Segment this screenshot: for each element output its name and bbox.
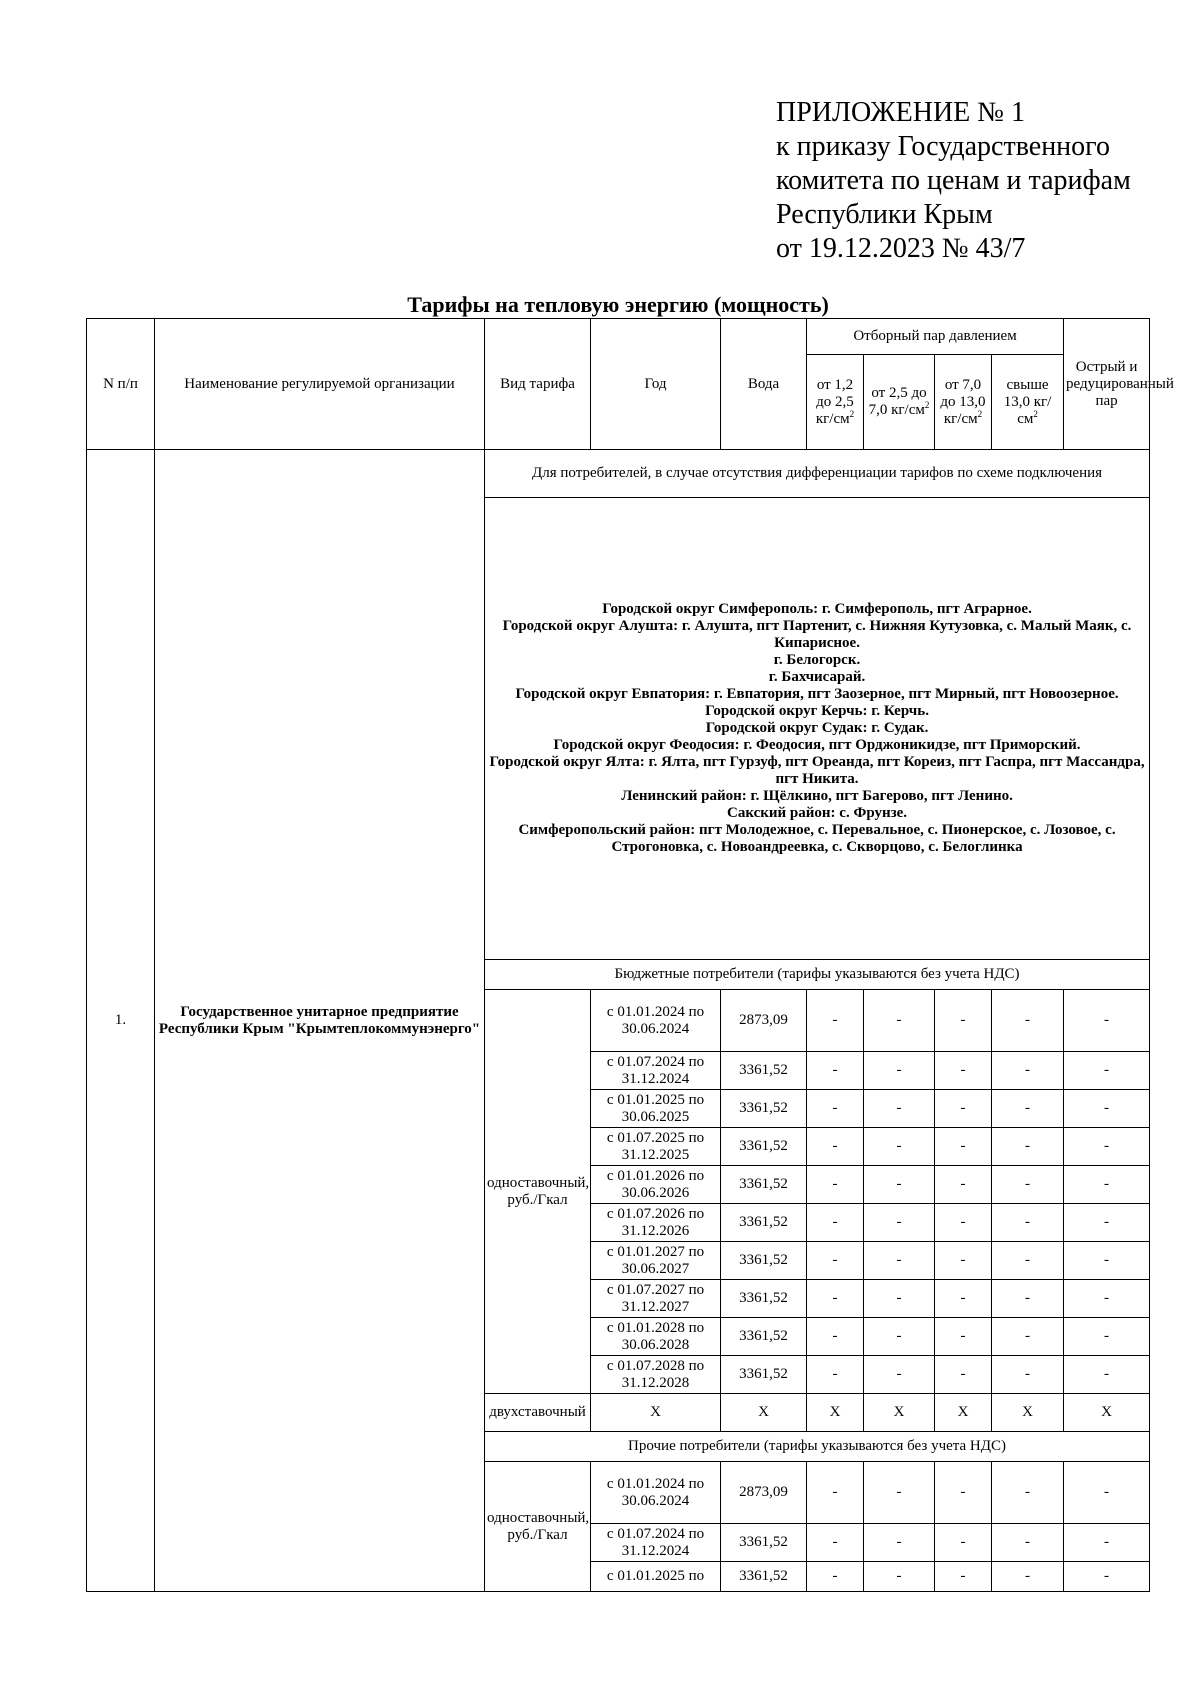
- dash-cell: -: [807, 1204, 864, 1242]
- appendix-block: [776, 96, 1131, 266]
- area-line: г. Белогорск.: [773, 652, 861, 668]
- dash-cell: -: [807, 1166, 864, 1204]
- header-steam-3: от 7,0 до 13,0 $кг/см^2$: [935, 355, 992, 450]
- x-cell: X: [807, 1394, 864, 1432]
- dash-cell: -: [807, 1356, 864, 1394]
- service-areas: [485, 498, 1150, 960]
- dash-cell: -: [992, 1204, 1064, 1242]
- dash-cell: -: [807, 1242, 864, 1280]
- header-steam-group: Отборный пар давлением: [807, 319, 1064, 355]
- dash-cell: -: [807, 1280, 864, 1318]
- area-line: Городской округ Симферополь: г. Симферополь, пгт Аграрное.: [602, 601, 1032, 617]
- area-line: г. Бахчисарай.: [768, 669, 866, 685]
- dash-cell: -: [864, 1090, 935, 1128]
- dash-cell: -: [1064, 990, 1150, 1052]
- appendix-line: от 19.12.2023 № 43/7: [776, 233, 1026, 264]
- area-line: Городской округ Феодосия: г. Феодосия, пгт Орджоникидзе, пгт Приморский.: [553, 737, 1081, 753]
- appendix-line: комитета по ценам и тарифам: [776, 165, 1131, 196]
- dash-cell: -: [992, 1318, 1064, 1356]
- period-cell: с 01.01.2025 по 30.06.2025: [591, 1090, 721, 1128]
- dash-cell: -: [864, 1128, 935, 1166]
- dash-cell: -: [807, 990, 864, 1052]
- budget-one-rate: одноставочный, руб./Гкал: [485, 990, 591, 1394]
- dash-cell: -: [992, 1242, 1064, 1280]
- water-value: 2873,09: [721, 990, 807, 1052]
- dash-cell: -: [864, 990, 935, 1052]
- dash-cell: -: [935, 1128, 992, 1166]
- dash-cell: -: [864, 1462, 935, 1524]
- organization-name: Государственное унитарное предприятие Республики Крым "Крымтеплокоммунэнерго": [155, 450, 485, 1592]
- dash-cell: -: [1064, 1166, 1150, 1204]
- appendix-line: к приказу Государственного: [776, 131, 1110, 162]
- dash-cell: -: [992, 1128, 1064, 1166]
- water-value: 3361,52: [721, 1166, 807, 1204]
- water-value: 3361,52: [721, 1318, 807, 1356]
- header-steam-4: свыше 13,0 $кг/см^2$: [992, 355, 1064, 450]
- area-line: Городской округ Ялта: г. Ялта, пгт Гурзуф, пгт Ореанда, пгт Кореиз, пгт Гаспра, пгт Массандра, пгт Никита.: [489, 754, 1145, 787]
- dash-cell: -: [864, 1166, 935, 1204]
- dash-cell: -: [1064, 1090, 1150, 1128]
- area-line: Симферопольский район: пгт Молодежное, с. Перевальное, с. Пионерское, с. Лозовое, с. Строгоновка, с. Новоандреевка, с. Скворцово, с. Белоглинка: [518, 822, 1116, 855]
- dash-cell: -: [1064, 1318, 1150, 1356]
- dash-cell: -: [1064, 1204, 1150, 1242]
- dash-cell: -: [807, 1090, 864, 1128]
- tariff-table: [86, 318, 1174, 1592]
- header-steam-2: от 2,5 до 7,0 $кг/см^2$: [864, 355, 935, 450]
- header-org: Наименование регулируемой организации: [155, 319, 485, 450]
- header-year: Год: [591, 319, 721, 450]
- dash-cell: -: [1064, 1280, 1150, 1318]
- x-cell: X: [935, 1394, 992, 1432]
- water-value: 3361,52: [721, 1242, 807, 1280]
- water-value: 3361,52: [721, 1128, 807, 1166]
- dash-cell: -: [1064, 1242, 1150, 1280]
- header-sharp-steam: Острый и редуцированный пар: [1064, 319, 1150, 450]
- period-cell: с 01.07.2027 по 31.12.2027: [591, 1280, 721, 1318]
- x-cell: X: [721, 1394, 807, 1432]
- dash-cell: -: [992, 1462, 1064, 1524]
- dash-cell: -: [864, 1562, 935, 1592]
- period-cell: с 01.07.2026 по 31.12.2026: [591, 1204, 721, 1242]
- other-one-rate: одноставочный, руб./Гкал: [485, 1462, 591, 1592]
- dash-cell: -: [1064, 1562, 1150, 1592]
- header-steam-1: от 1,2 до 2,5 $кг/см^2$: [807, 355, 864, 450]
- dash-cell: -: [864, 1204, 935, 1242]
- dash-cell: -: [864, 1280, 935, 1318]
- dash-cell: -: [1064, 1462, 1150, 1524]
- dash-cell: -: [992, 1280, 1064, 1318]
- dash-cell: -: [992, 990, 1064, 1052]
- header-tariff-type: Вид тарифа: [485, 319, 591, 450]
- dash-cell: -: [992, 1524, 1064, 1562]
- header-num: N п/п: [87, 319, 155, 450]
- water-value: 3361,52: [721, 1562, 807, 1592]
- dash-cell: -: [935, 1052, 992, 1090]
- dash-cell: -: [807, 1462, 864, 1524]
- area-line: Ленинский район: г. Щёлкино, пгт Багерово, пгт Ленино.: [621, 788, 1013, 804]
- dash-cell: -: [864, 1524, 935, 1562]
- dash-cell: -: [807, 1562, 864, 1592]
- area-line: Городской округ Евпатория: г. Евпатория, пгт Заозерное, пгт Мирный, пгт Новоозерное.: [515, 686, 1119, 702]
- other-consumers-label: Прочие потребители (тарифы указываются без учета НДС): [485, 1432, 1150, 1462]
- dash-cell: -: [935, 1280, 992, 1318]
- page-title: Тарифы на тепловую энергию (мощность): [407, 292, 829, 317]
- water-value: 3361,52: [721, 1090, 807, 1128]
- dash-cell: -: [935, 1204, 992, 1242]
- period-cell: с 01.07.2024 по 31.12.2024: [591, 1052, 721, 1090]
- dash-cell: -: [807, 1524, 864, 1562]
- dash-cell: -: [807, 1318, 864, 1356]
- area-line: Городской округ Судак: г. Судак.: [705, 720, 929, 736]
- dash-cell: -: [935, 1090, 992, 1128]
- water-value: 3361,52: [721, 1204, 807, 1242]
- appendix-line: ПРИЛОЖЕНИЕ № 1: [776, 97, 1025, 128]
- dash-cell: -: [935, 1524, 992, 1562]
- dash-cell: -: [864, 1052, 935, 1090]
- water-value: 3361,52: [721, 1356, 807, 1394]
- dash-cell: -: [992, 1356, 1064, 1394]
- dash-cell: -: [935, 990, 992, 1052]
- dash-cell: -: [807, 1128, 864, 1166]
- x-cell: X: [1064, 1394, 1150, 1432]
- area-line: Городской округ Алушта: г. Алушта, пгт Партенит, с. Нижняя Кутузовка, с. Малый Маяк, с. Кипарисное.: [502, 618, 1132, 651]
- tariff-note: Для потребителей, в случае отсутствия дифференциации тарифов по схеме подключения: [485, 450, 1150, 498]
- budget-two-rate: двухставочный: [485, 1394, 591, 1432]
- dash-cell: -: [992, 1052, 1064, 1090]
- water-value: 2873,09: [721, 1462, 807, 1524]
- dash-cell: -: [935, 1462, 992, 1524]
- dash-cell: -: [935, 1562, 992, 1592]
- dash-cell: -: [1064, 1524, 1150, 1562]
- period-cell: с 01.01.2024 по 30.06.2024: [591, 990, 721, 1052]
- dash-cell: -: [935, 1242, 992, 1280]
- period-cell: с 01.07.2025 по 31.12.2025: [591, 1128, 721, 1166]
- budget-consumers-label: Бюджетные потребители (тарифы указываются без учета НДС): [485, 960, 1150, 990]
- period-cell: с 01.07.2024 по 31.12.2024: [591, 1524, 721, 1562]
- dash-cell: -: [807, 1052, 864, 1090]
- appendix-line: Республики Крым: [776, 199, 993, 230]
- x-cell: X: [992, 1394, 1064, 1432]
- dash-cell: -: [1064, 1356, 1150, 1394]
- dash-cell: -: [992, 1562, 1064, 1592]
- period-cell: с 01.01.2026 по 30.06.2026: [591, 1166, 721, 1204]
- dash-cell: -: [935, 1166, 992, 1204]
- x-cell: X: [591, 1394, 721, 1432]
- area-line: Городской округ Керчь: г. Керчь.: [705, 703, 929, 719]
- header-water: Вода: [721, 319, 807, 450]
- water-value: 3361,52: [721, 1052, 807, 1090]
- dash-cell: -: [864, 1242, 935, 1280]
- dash-cell: -: [935, 1356, 992, 1394]
- dash-cell: -: [935, 1318, 992, 1356]
- area-line: Сакский район: с. Фрунзе.: [726, 805, 908, 821]
- water-value: 3361,52: [721, 1280, 807, 1318]
- period-cell: с 01.01.2024 по 30.06.2024: [591, 1462, 721, 1524]
- water-value: 3361,52: [721, 1524, 807, 1562]
- dash-cell: -: [864, 1356, 935, 1394]
- period-cell: с 01.07.2028 по 31.12.2028: [591, 1356, 721, 1394]
- period-cell: с 01.01.2028 по 30.06.2028: [591, 1318, 721, 1356]
- period-cell: с 01.01.2025 по: [591, 1562, 721, 1592]
- period-cell: с 01.01.2027 по 30.06.2027: [591, 1242, 721, 1280]
- dash-cell: -: [992, 1166, 1064, 1204]
- dash-cell: -: [1064, 1128, 1150, 1166]
- dash-cell: -: [1064, 1052, 1150, 1090]
- x-cell: X: [864, 1394, 935, 1432]
- dash-cell: -: [864, 1318, 935, 1356]
- row-number: 1.: [87, 450, 155, 1592]
- dash-cell: -: [992, 1090, 1064, 1128]
